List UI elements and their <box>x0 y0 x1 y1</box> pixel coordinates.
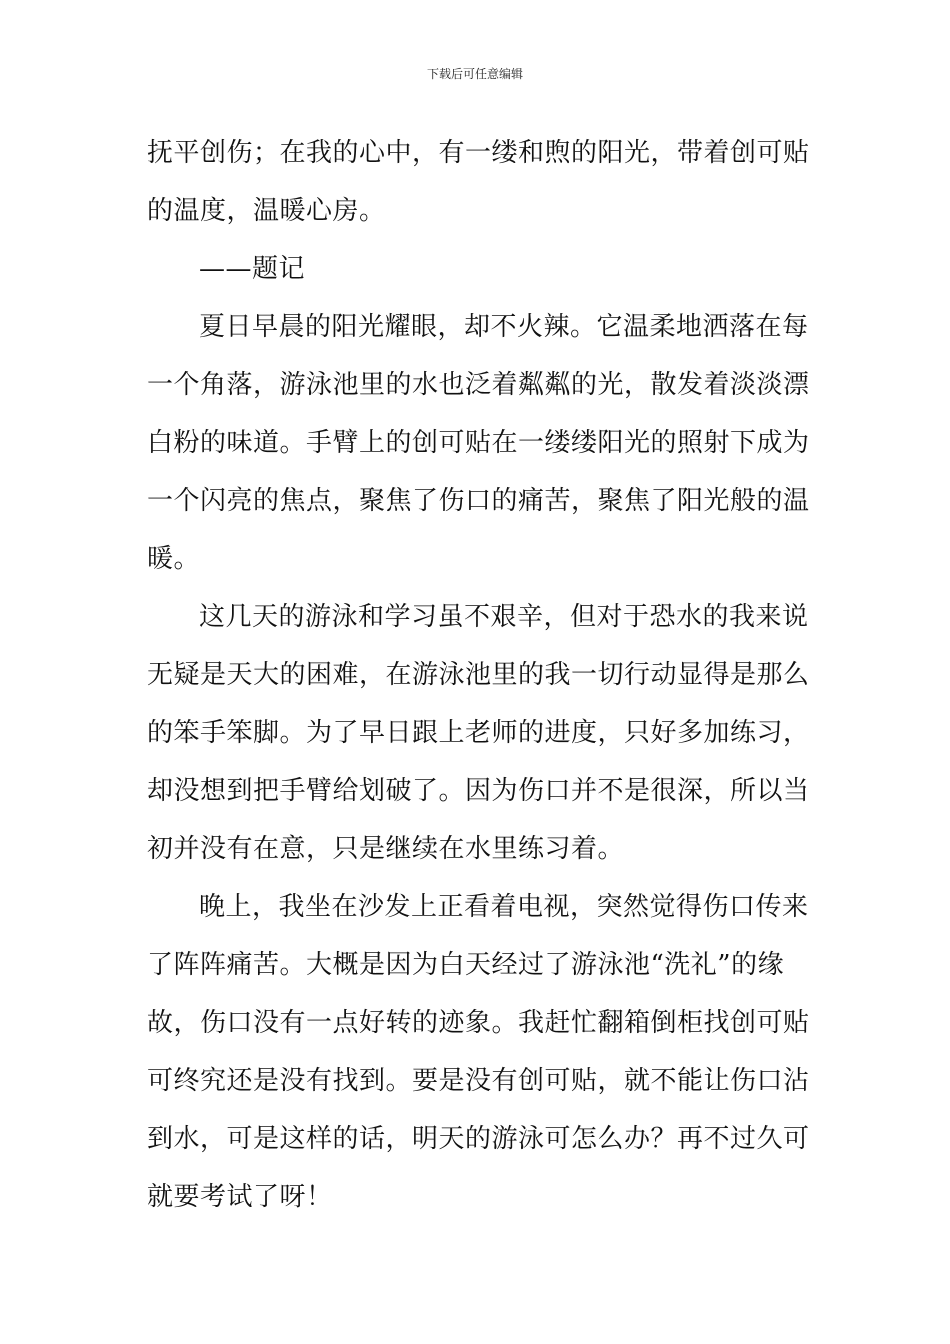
text-line: 无疑是天大的困难，在游泳池里的我一切行动显得是那么 <box>147 660 810 690</box>
text-line: 就要考试了呀！ <box>147 1182 333 1212</box>
paragraph-start: 晚上，我坐在沙发上正看着电视，突然觉得伤口传来 <box>199 892 809 922</box>
text-line: 暖。 <box>147 544 201 574</box>
text-line: 到水，可是这样的话，明天的游泳可怎么办？再不过久可 <box>147 1124 810 1154</box>
paragraph-start: 这几天的游泳和学习虽不艰辛，但对于恐水的我来说 <box>199 602 809 632</box>
text-line: 的温度，温暖心房。 <box>147 196 386 226</box>
text-line: 了阵阵痛苦。大概是因为白天经过了游泳池“洗礼”的缘 <box>147 950 785 980</box>
text-line: 故，伤口没有一点好转的迹象。我赶忙翻箱倒柜找创可贴 <box>147 1008 810 1038</box>
text-line: 抚平创伤；在我的心中，有一缕和煦的阳光，带着创可贴 <box>147 138 810 168</box>
text-line: 的笨手笨脚。为了早日跟上老师的进度，只好多加练习， <box>147 718 810 748</box>
text-line: 却没想到把手臂给划破了。因为伤口并不是很深，所以当 <box>147 776 810 806</box>
text-line: 一个角落，游泳池里的水也泛着粼粼的光，散发着淡淡漂 <box>147 370 810 400</box>
document-body <box>147 124 810 1226</box>
text-line: 一个闪亮的焦点，聚焦了伤口的痛苦，聚焦了阳光般的温 <box>147 486 810 516</box>
text-line: 白粉的味道。手臂上的创可贴在一缕缕阳光的照射下成为 <box>147 428 810 458</box>
page-header: 下载后可任意编辑 <box>426 67 523 81</box>
epigraph-attribution: ——题记 <box>199 254 306 284</box>
paragraph-start: 夏日早晨的阳光耀眼，却不火辣。它温柔地洒落在每 <box>199 312 809 342</box>
text-line: 初并没有在意，只是继续在水里练习着。 <box>147 834 625 864</box>
text-line: 可终究还是没有找到。要是没有创可贴，就不能让伤口沾 <box>147 1066 810 1096</box>
